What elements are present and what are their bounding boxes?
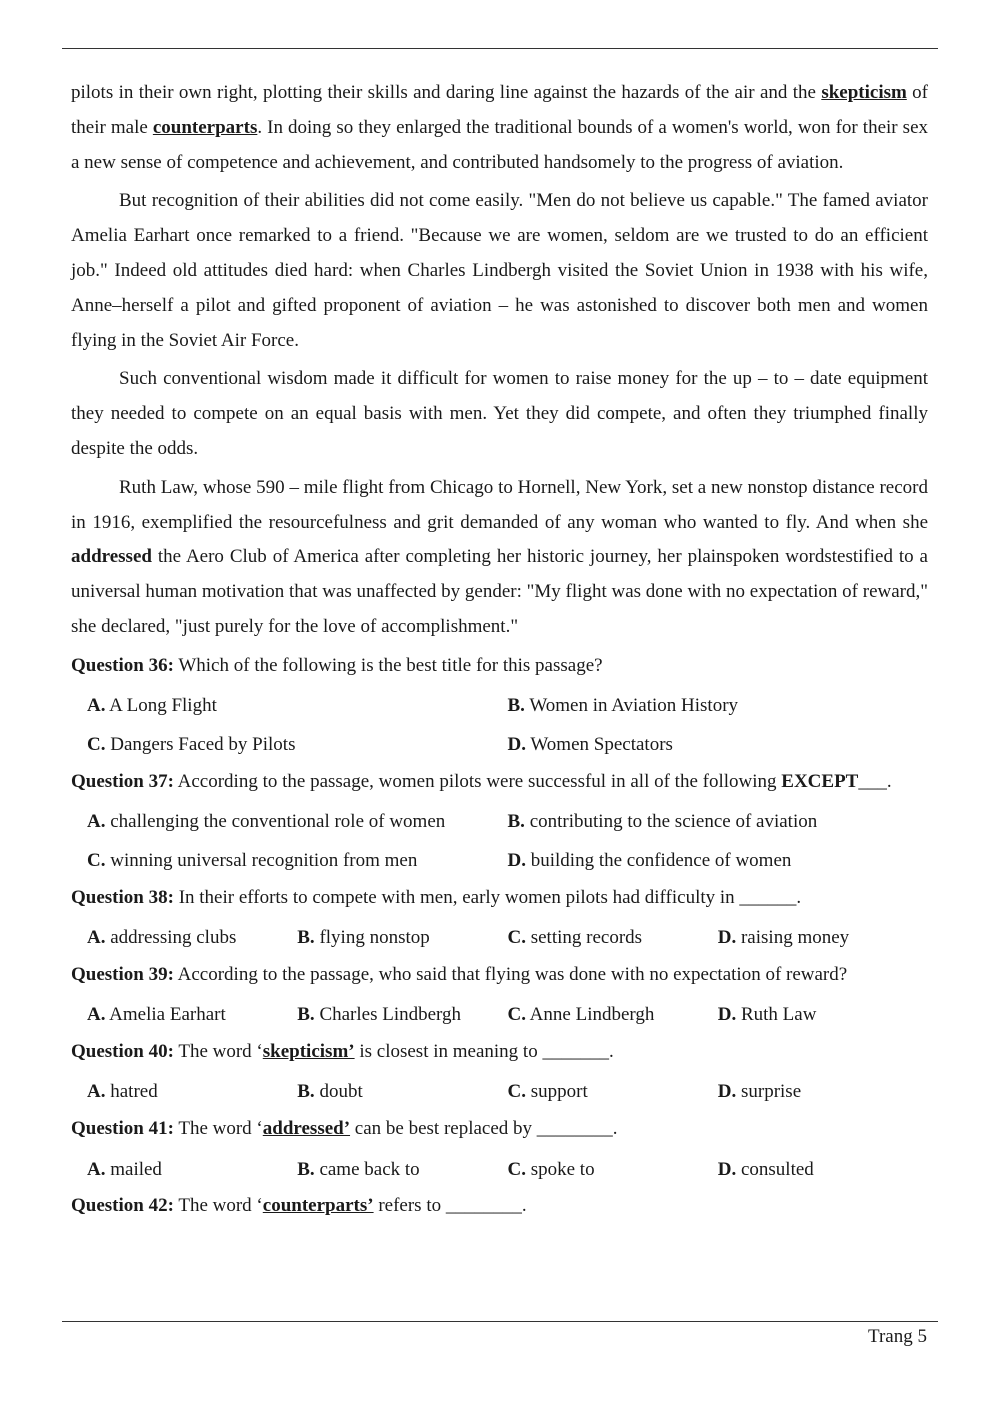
option-38-d[interactable]: D. raising money [717, 927, 850, 949]
question-41: Question 41: The word ‘addressed’ can be best replaced by ________. [71, 1118, 618, 1140]
option-38-c[interactable]: C. setting records [507, 927, 643, 949]
header-rule [62, 48, 938, 49]
options-38 [71, 919, 928, 958]
options-36-row2 [71, 726, 928, 765]
question-38: Question 38: In their efforts to compete with men, early women pilots had difficulty in ______. [71, 886, 802, 908]
question-37: Question 37: According to the passage, women pilots were successful in all of the following EXCEPT___. [71, 770, 892, 792]
options-39 [71, 996, 928, 1035]
option-37-b[interactable]: B. contributing to the science of aviation [507, 811, 818, 833]
option-41-d[interactable]: D. consulted [717, 1158, 814, 1180]
option-38-b[interactable]: B. flying nonstop [297, 927, 430, 949]
option-41-a[interactable]: A. mailed [87, 1158, 162, 1180]
question-36: Question 36: Which of the following is the best title for this passage? [71, 654, 603, 676]
option-40-d[interactable]: D. surprise [717, 1081, 802, 1103]
options-37-row2 [71, 842, 928, 881]
option-41-c[interactable]: C. spoke to [507, 1158, 595, 1180]
option-36-d[interactable]: D. Women Spectators [507, 733, 673, 755]
passage-paragraph-2: But recognition of their abilities did not come easily. "Men do not believe us capable." The famed aviator Amelia Earhart once remarked to a friend. "Because we are women, seldom are we trusted to do an efficient job." Indeed old attitudes died hard: when Charles Lindbergh visited the Soviet Union in 1938 with his wife, Anne–herself a pilot and gifted proponent of aviation – he was astonished to discover both men and women flying in the Soviet Air Force. [71, 190, 928, 351]
question-39: Question 39: According to the passage, who said that flying was done with no expectation of reward? [71, 963, 848, 985]
option-37-d[interactable]: D. building the confidence of women [507, 849, 792, 871]
keyword-counterparts: counterparts [152, 116, 258, 138]
option-37-c[interactable]: C. winning universal recognition from men [87, 849, 418, 871]
option-36-b[interactable]: B. Women in Aviation History [507, 695, 739, 717]
question-40: Question 40: The word ‘skepticism’ is closest in meaning to _______. [71, 1041, 614, 1063]
option-41-b[interactable]: B. came back to [297, 1158, 420, 1180]
options-41 [71, 1151, 928, 1190]
option-40-a[interactable]: A. hatred [87, 1081, 158, 1103]
options-37 [71, 803, 928, 842]
option-39-a[interactable]: A. Amelia Earhart [87, 1004, 226, 1026]
question-42: Question 42: The word ‘counterparts’ refers to ________. [71, 1195, 527, 1217]
option-39-c[interactable]: C. Anne Lindbergh [507, 1004, 655, 1026]
option-37-a[interactable]: A. challenging the conventional role of women [87, 811, 446, 833]
document-body [71, 76, 928, 1228]
option-38-a[interactable]: A. addressing clubs [87, 927, 237, 949]
option-40-c[interactable]: C. support [507, 1081, 588, 1103]
option-39-b[interactable]: B. Charles Lindbergh [297, 1004, 462, 1026]
option-36-c[interactable]: C. Dangers Faced by Pilots [87, 733, 296, 755]
options-36 [71, 687, 928, 726]
page-number: Trang 5 [868, 1326, 927, 1347]
passage-paragraph-4: Ruth Law, whose 590 – mile flight from Chicago to Hornell, New York, set a new nonstop distance record in 1916, exemplified the resourcefulness and grit demanded of any woman who wanted to fly. And when she addressed the Aero Club of America after completing her historic journey, her plainspoken wordstestified to a universal human motivation that was unaffected by gender: "My flight was done with no expectation of reward," she declared, "just purely for the love of accomplishment." [71, 476, 928, 637]
keyword-skepticism: skepticism [821, 82, 907, 103]
options-40 [71, 1073, 928, 1112]
passage-paragraph-3: Such conventional wisdom made it difficult for women to raise money for the up – to – date equipment they needed to compete on an equal basis with men. Yet they did compete, and often they triumphed finally despite the odds. [71, 368, 928, 459]
option-39-d[interactable]: D. Ruth Law [717, 1004, 817, 1026]
option-36-a[interactable]: A. A Long Flight [87, 695, 217, 717]
footer-rule [62, 1321, 938, 1322]
option-40-b[interactable]: B. doubt [297, 1081, 363, 1103]
keyword-addressed: addressed [71, 546, 152, 568]
passage-paragraph-1: pilots in their own right, plotting their skills and daring line against the hazards of the air and the skepticism of their male counterparts. In doing so they enlarged the traditional bounds of a women's world, won for their sex a new sense of competence and achievement, and contributed handsomely to the progress of aviation. [71, 82, 929, 173]
